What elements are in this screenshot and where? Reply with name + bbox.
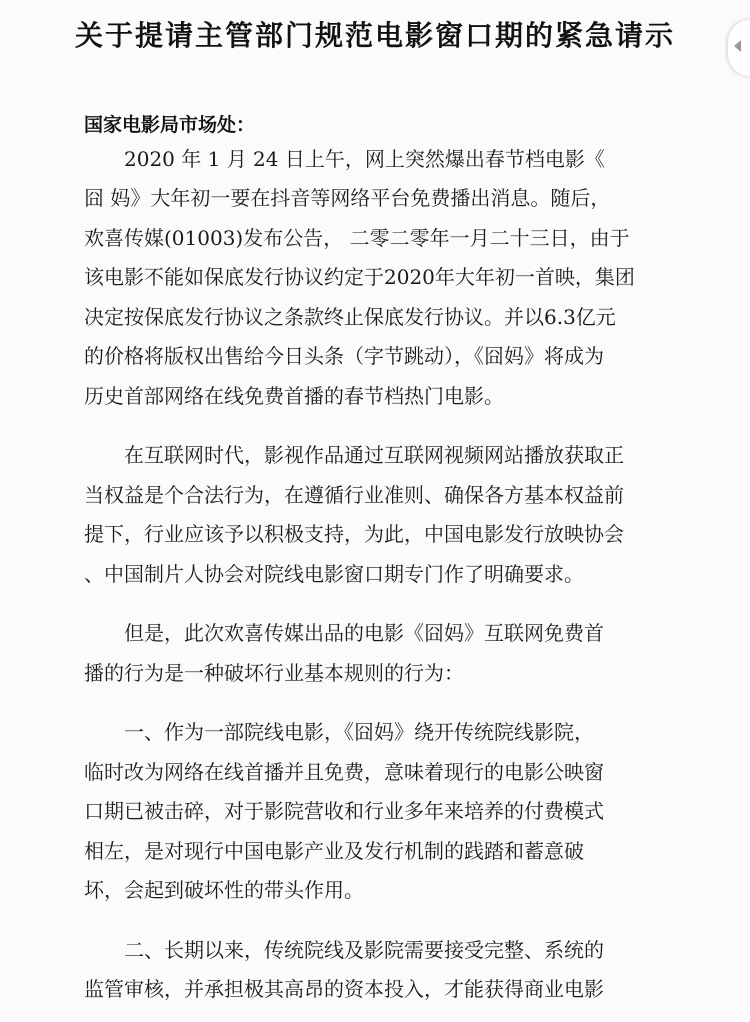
body-line: 、中国制片人协会对院线电影窗口期专门作了明确要求。 [84, 562, 584, 586]
body-line: 历史首部网络在线免费首播的春节档热门电影。 [84, 384, 504, 408]
body-line: 当权益是个合法行为，在遵循行业准则、确保各方基本权益前 [84, 483, 624, 507]
body-line: 囧 妈》大年初一要在抖音等网络平台免费播出消息。随后， [84, 186, 611, 210]
body-line: 临时改为网络在线首播并且免费，意味着现行的电影公映窗 [84, 760, 604, 784]
body-line: 决定按保底发行协议之条款终止保底发行协议。并以6.3亿元 [84, 305, 616, 329]
body-line: 的价格将版权出售给今日头条（字节跳动），《囧妈》将成为 [84, 344, 604, 368]
body-line: 口期已被击碎，对于影院营收和行业多年来培养的付费模式 [84, 799, 604, 823]
side-panel-tab[interactable] [728, 20, 750, 76]
body-line: 播的行为是一种破坏行业基本规则的行为： [84, 661, 464, 685]
body-line: 2020 年 1 月 24 日上午，网上突然爆出春节档电影《 [124, 147, 605, 171]
body-line: 相左，是对现行中国电影产业及发行机制的践踏和蓄意破 [84, 839, 584, 863]
chevron-left-icon [734, 40, 741, 52]
salutation: 国家电影局市场处： [84, 114, 256, 136]
body-line: 但是，此次欢喜传媒出品的电影《囧妈》互联网免费首 [124, 621, 604, 645]
body-line: 坏，会起到破坏性的带头作用。 [84, 878, 364, 902]
body-line: 一、作为一部院线电影，《囧妈》绕开传统院线影院， [124, 720, 594, 744]
body-line: 二、长期以来，传统院线及影院需要接受完整、系统的 [124, 938, 604, 962]
body-line: 监管审核，并承担极其高昂的资本投入，才能获得商业电影 [84, 977, 604, 1001]
body-line: 在互联网时代，影视作品通过互联网视频网站播放获取正 [124, 443, 624, 467]
body-line: 欢喜传媒(01003)发布公告， 二零二零年一月二十三日，由于 [84, 226, 630, 250]
document-title: 关于提请主管部门规范电影窗口期的紧急请示 [74, 19, 675, 52]
body-line: 提下，行业应该予以积极支持，为此，中国电影发行放映协会 [84, 522, 624, 546]
body-line: 该电影不能如保底发行协议约定于2020年大年初一首映，集团 [84, 265, 635, 289]
